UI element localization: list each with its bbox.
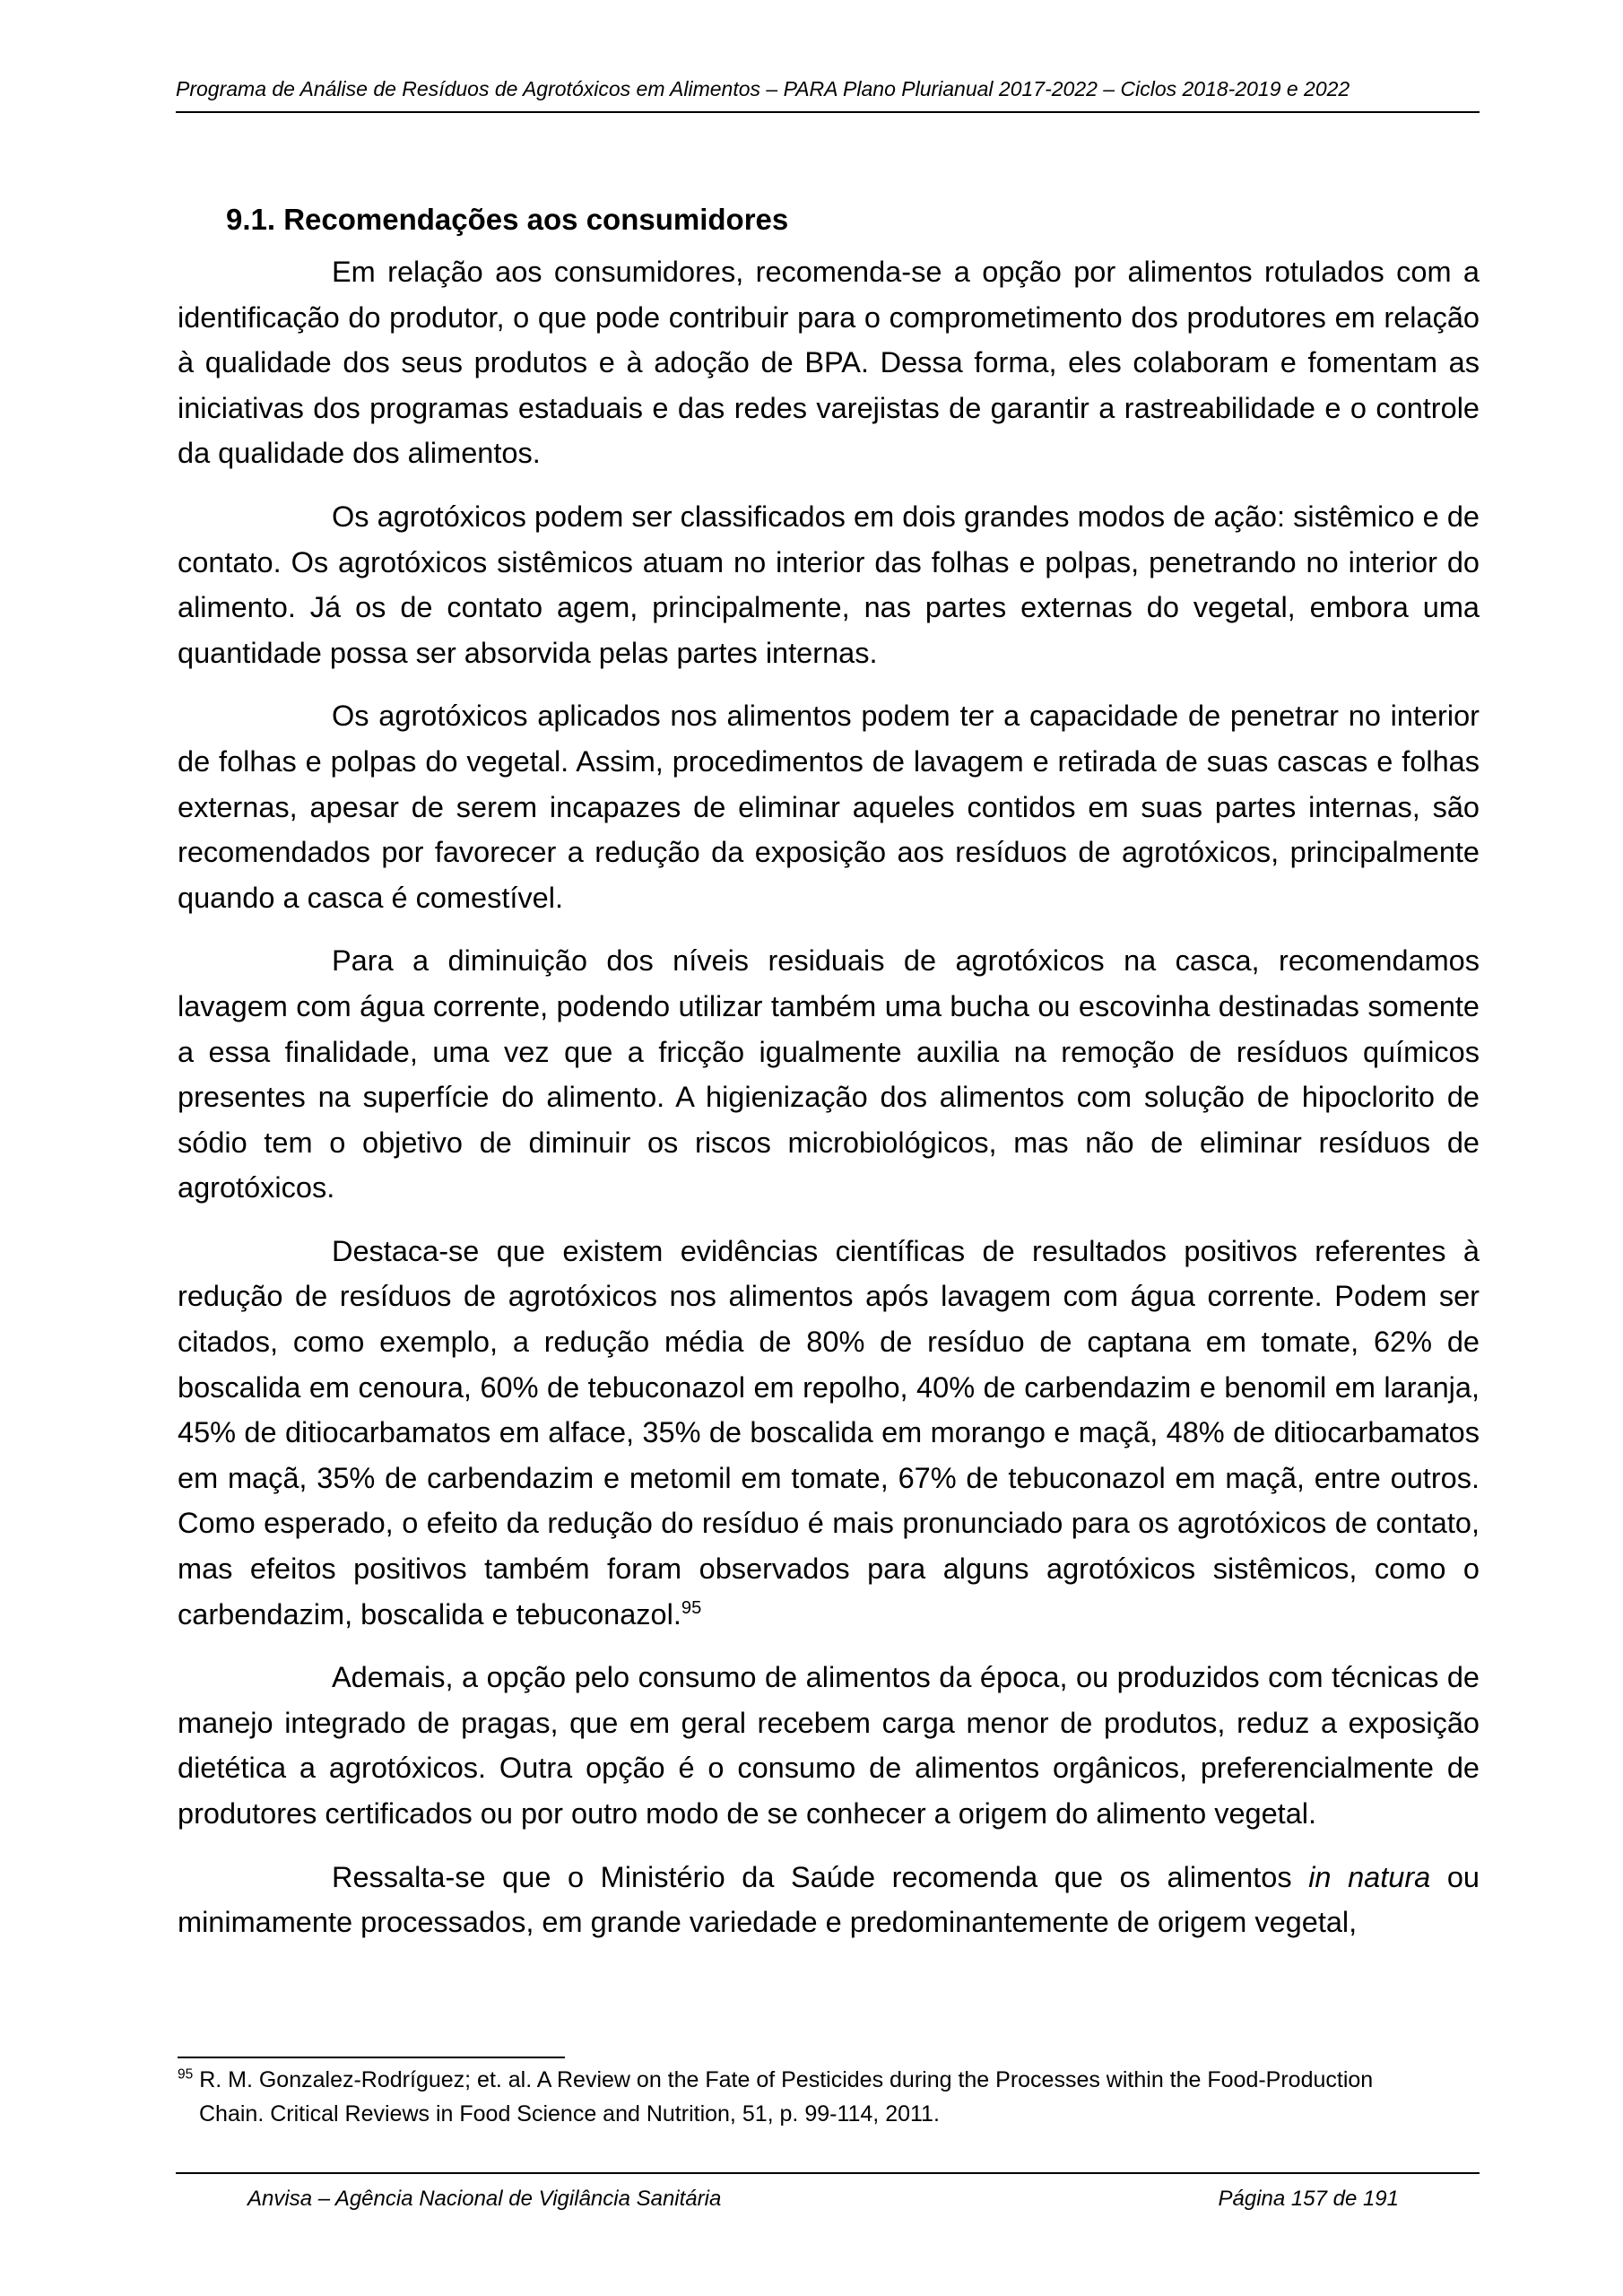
paragraph-text: Destaca-se que existem evidências científicas de resultados positivos referentes à redução de resíduos de agrotóxicos nos alimentos após lavagem com água corrente. Podem ser citados, como exemplo, a redução média de 80% de resíduo de captana em tomate, 62% de boscalida em cenoura, 60% de tebuconazol em repolho, 40% de carbendazim e benomil em laranja, 45% de ditiocarbamatos em alface, 35% de boscalida em morango e maçã, 48% de ditiocarbamatos em maçã, 35% de carbendazim e metomil em tomate, 67% de tebuconazol em maçã, entre outros. Como esperado, o efeito da redução do resíduo é mais pronunciado para os agrotóxicos de contato, mas efeitos positivos também foram observados para alguns agrotóxicos sistêmicos, como o carbendazim, boscalida e tebuconazol.	[178, 1234, 1480, 1631]
footnote	[178, 2063, 1480, 2131]
footnote-line-1	[178, 2063, 1480, 2097]
footnote-line-2: Chain. Critical Reviews in Food Science and Nutrition, 51, p. 99-114, 2011.	[199, 2101, 940, 2126]
italic-term: in natura	[1308, 1860, 1431, 1893]
footnote-number: 95	[178, 2066, 194, 2083]
running-header: Programa de Análise de Resíduos de Agrotóxicos em Alimentos – PARA Plano Plurianual 2017-2022 – Ciclos 2018-2019 e 2022	[176, 77, 1350, 100]
page-number: Página 157 de 191	[1218, 2187, 1399, 2211]
footnote-separator	[178, 2057, 565, 2058]
paragraph-washing-method	[178, 938, 1480, 1211]
paragraph-text-before: Ressalta-se que o Ministério da Saúde recomenda que os alimentos	[332, 1860, 1309, 1893]
paragraph-text-after: ou minimamente processados, em grande variedade e predominantemente de origem vegetal,	[178, 1860, 1480, 1939]
paragraph-washing-peeling: Os agrotóxicos aplicados nos alimentos podem ter a capacidade de penetrar no interior de folhas e polpas do vegetal. Assim, procedimentos de lavagem e retirada de suas cascas e folhas externas, apesar de serem incapazes de eliminar aqueles contidos em suas partes internas, são recomendados por favorecer a redução da exposição aos resíduos de agrotóxicos, principalmente quando a casca é comestível.	[178, 700, 1480, 914]
section-heading: 9.1. Recomendações aos consumidores	[226, 203, 789, 236]
body-text	[178, 249, 1480, 1963]
paragraph-consumer-recommendation: Em relação aos consumidores, recomenda-se a opção por alimentos rotulados com a identificação do produtor, o que pode contribuir para o comprometimento dos produtores em relação à qualidade dos seus produtos e à adoção de BPA. Dessa forma, eles colaboram e fomentam as iniciativas dos programas estaduais e das redes varejistas de garantir a rastreabilidade e o controle da qualidade dos alimentos.	[178, 256, 1480, 470]
footnote-text: R. M. Gonzalez-Rodríguez; et. al. A Review on the Fate of Pesticides during the Processes within the Food-Production	[199, 2067, 1374, 2092]
paragraph-seasonal-organic: Ademais, a opção pelo consumo de alimentos da época, ou produzidos com técnicas de manejo integrado de pragas, que em geral recebem carga menor de produtos, reduz a exposição dietética a agrotóxicos. Outra opção é o consumo de alimentos orgânicos, preferencialmente de produtores certificados ou por outro modo de se conhecer a origem do alimento vegetal.	[178, 1661, 1480, 1830]
footer-rule	[176, 2172, 1480, 2174]
paragraph-ministry-recommendation	[178, 1855, 1480, 1945]
paragraph-text: Para a diminuição dos níveis residuais de agrotóxicos na casca, recomendamos lavagem com água corrente, podendo utilizar também uma bucha ou escovinha destinadas somente a essa finalidade, uma vez que a fricção igualmente auxilia na remoção de resíduos químicos presentes na superfície do alimento. A higienização dos alimentos com solução de hipoclorito de sódio tem o objetivo de diminuir os riscos microbiológicos, mas não de eliminar resíduos de agrotóxicos.	[178, 944, 1480, 1205]
paragraph-scientific-evidence	[178, 1229, 1480, 1637]
footnote-reference: 95	[681, 1597, 702, 1618]
paragraph-modes-of-action: Os agrotóxicos podem ser classificados em dois grandes modos de ação: sistêmico e de contato. Os agrotóxicos sistêmicos atuam no interior das folhas e polpas, penetrando no interior do alimento. Já os de contato agem, principalmente, nas partes externas do vegetal, embora uma quantidade possa ser absorvida pelas partes internas.	[178, 500, 1480, 669]
footer-agency: Anvisa – Agência Nacional de Vigilância Sanitária	[247, 2187, 722, 2211]
header-rule	[176, 111, 1480, 113]
